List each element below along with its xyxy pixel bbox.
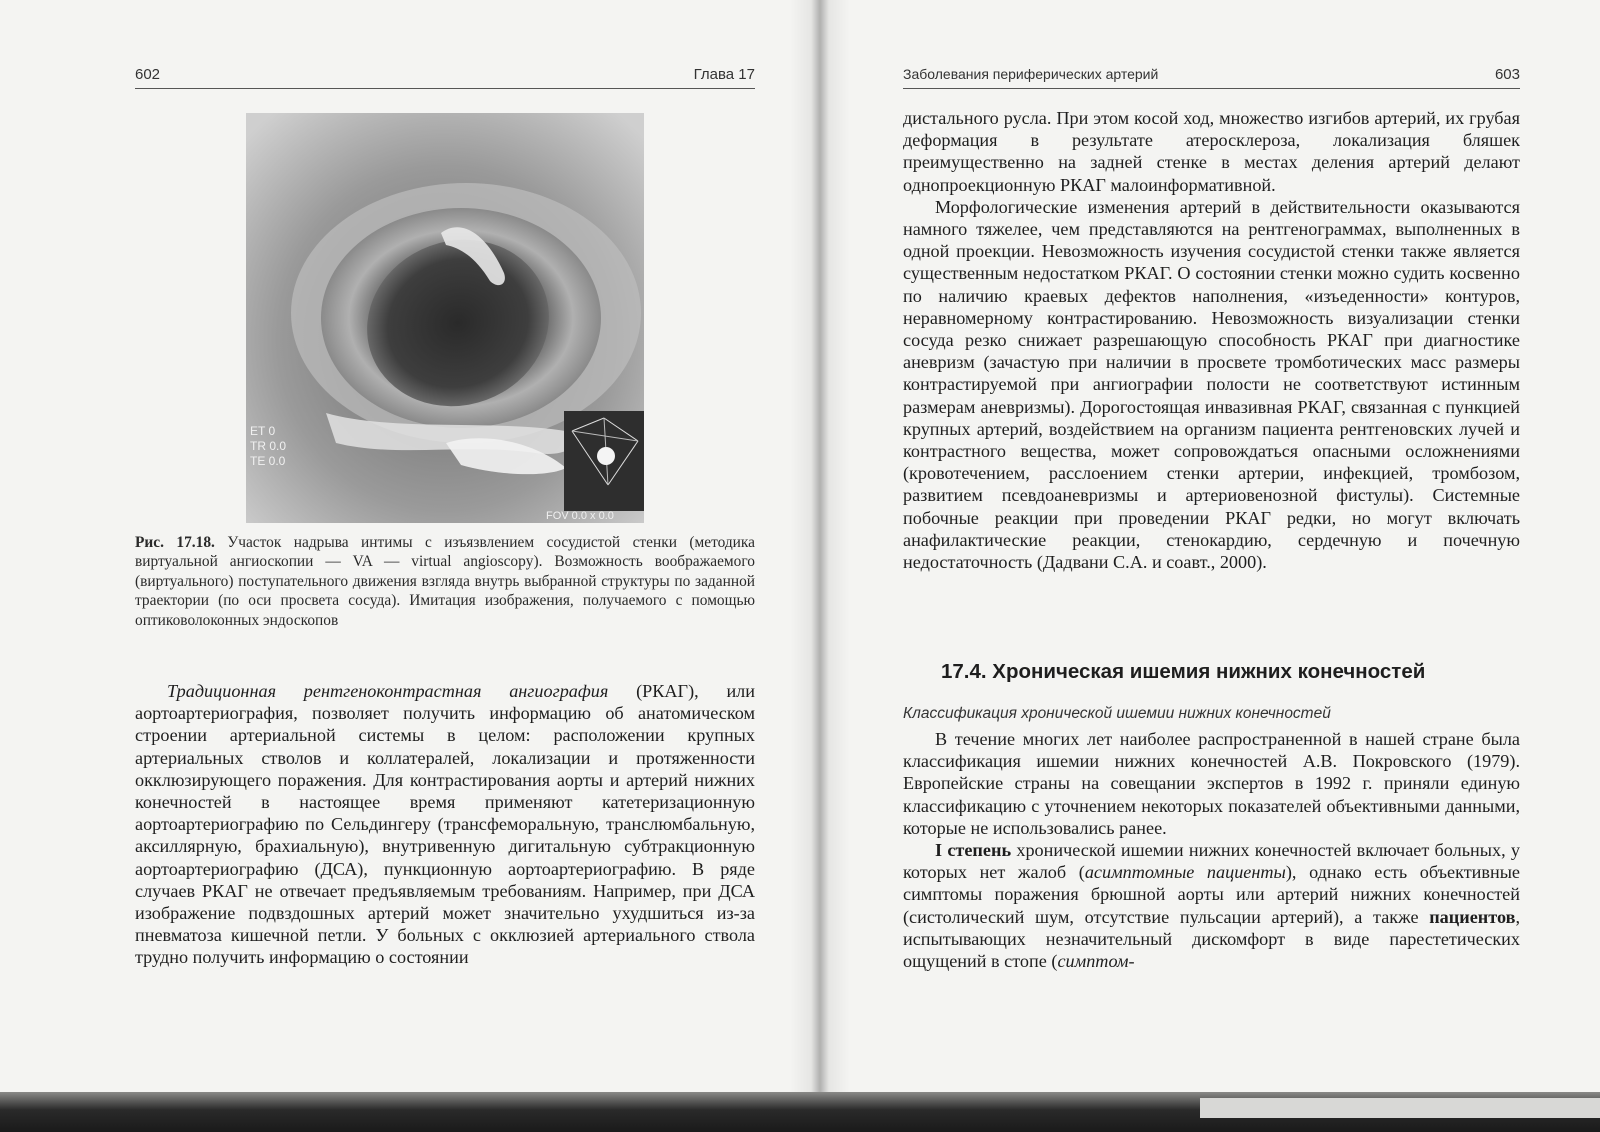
paragraph-text-c: , испытывающих незначительный дискомфорт в виде парестетических ощущений в стопе ( [903, 906, 1520, 972]
italic-symptom: симптом- [1057, 951, 1135, 972]
running-head-left [135, 64, 755, 89]
paragraph-distal: дистального русла. При этом косой ход, множество изгибов артерий, их грубая деформация в результате атеросклероза, локализация бляшек преимущественно на задней стенке в местах деления артерий делают однопроекционную РКАГ малоинформативной. [903, 108, 1520, 195]
page-number: 603 [1494, 66, 1520, 83]
section-running-title: Заболевания периферических артерий [903, 66, 1159, 82]
caption-text: Участок надрыва интимы с изъязвлением сосудистой стенки (методика виртуальной ангиоскопии — VA — virtual angioscopy). Возможность воображаемого (виртуального) поступательного движения взгляда внутрь выбранной структуры по заданной траектории (по оси просвета сосуда). Имитация изображения, получаемого с помощью оптиковолоконных эндоскопов [135, 534, 755, 629]
book-gutter [790, 0, 850, 1132]
chapter-title: Глава 17 [693, 66, 755, 83]
paragraph-text-a: хронической ишемии нижних конечностей включает больных, у которых нет жалоб ( [903, 840, 1520, 883]
overlay-text-fov: FOV 0.0 x 0.0 [546, 510, 614, 522]
bold-lead: I степень [935, 840, 1012, 861]
running-head-right [903, 64, 1520, 89]
angioscopy-figure [246, 113, 644, 523]
page-number: 602 [135, 66, 161, 83]
paragraph-text: (РКАГ), или аортоартериография, позволяет получить информацию об анатомическом строении артериальной системы в целом: расположении крупных артериальных стволов и коллатералей, локализации и протяженности окклюзирующего поражения. Для контрастирования аорты и артерий нижних конечностей в настоящее время применяют катетеризационную аортоартериографию по Сельдингеру (трансфеморальную, транслюмбальную, аксиллярную, брахиальную), внутривенную дигитальную субтракционную аортоартериографию (ДСА), пункционную аортоартериографию. В ряде случаев РКАГ не отвечает предъявляемым требованиям. Например, при ДСА изображение подвздошных артерий может значительно ухудшиться из-за пневматоза кишечной петли. У больных с окклюзией артериального ствола трудно получить информацию о состоянии [135, 681, 755, 968]
paragraph-morphology: Морфологические изменения артерий в действительности оказываются намного тяжелее, чем представляются на рентгенограммах, выполненных в одной проекции. Невозможность изучения сосудистой стенки также является существенным недостатком РКАГ. О состоянии стенки можно судить косвенно по наличию краевых дефектов наполнения, «изъеденности» контуров, неравномерному контрастированию. Невозможность визуализации стенки сосуда резко снижает разрешающую способность РКАГ при диагностике аневризм (зачастую при наличии в просвете тромботических масс размеры контрастируемой при ангиографии полости не соответствуют истинным размерам аневризмы). Дорогостоящая инвазивная РКАГ, связанная с пункцией крупных артерий, воздействием на организм пациента рентгеновских лучей и контрастного вещества, может сопровождаться опасными осложнениями (кровотечением, расслоением стенки артерии, инфекцией, тромбозом, развитием псевдоаневризмы и артериовенозной фистулы). Системные побочные реакции при проведении РКАГ редки, но могут включать анафилактические реакции, стенокардию, сердечную и почечную недостаточность (Дадвани С.А. и соавт., 2000). [903, 196, 1520, 573]
scan-edge-shadow [0, 1092, 1600, 1132]
bold-patients: пациентов [1429, 906, 1516, 927]
paragraph-rkag [135, 680, 755, 969]
paragraph-text-b: ), однако есть объективные симптомы поражения брюшной аорты или артерий нижних конечностей (систолический шум, отсутствие пульсации артерий), а также [903, 862, 1521, 927]
italic-term: Традиционная рентгеноконтрастная ангиография [167, 681, 609, 701]
italic-asymptomatic: асимптомные пациенты [1084, 862, 1286, 883]
paragraph-degree-one [903, 839, 1520, 972]
right-body-bottom [903, 728, 1520, 972]
overlay-text-te: TE 0.0 [250, 454, 286, 468]
right-body-top [903, 107, 1520, 573]
subsection-heading: Классификация хронической ишемии нижних конечностей [903, 705, 1331, 722]
section-title: 17.4. Хроническая ишемия нижних конечностей [941, 660, 1426, 683]
virtual-angioscopy-image [246, 113, 644, 523]
overlay-text-et: ET 0 [250, 424, 276, 438]
left-body [135, 680, 755, 969]
figure-label: Рис. 17.18. [135, 534, 215, 551]
overlay-text-tr: TR 0.0 [250, 439, 287, 453]
paragraph-classification: В течение многих лет наиболее распространенной в нашей стране была классификация ишемии нижних конечностей А.В. Покровского (1979). Европейские страны на совещании экспертов в 1992 г. приняли единую классификацию с уточнением некоторых показателей объективными данными, которые не использовались ранее. [903, 729, 1520, 838]
figure-caption [135, 533, 755, 630]
